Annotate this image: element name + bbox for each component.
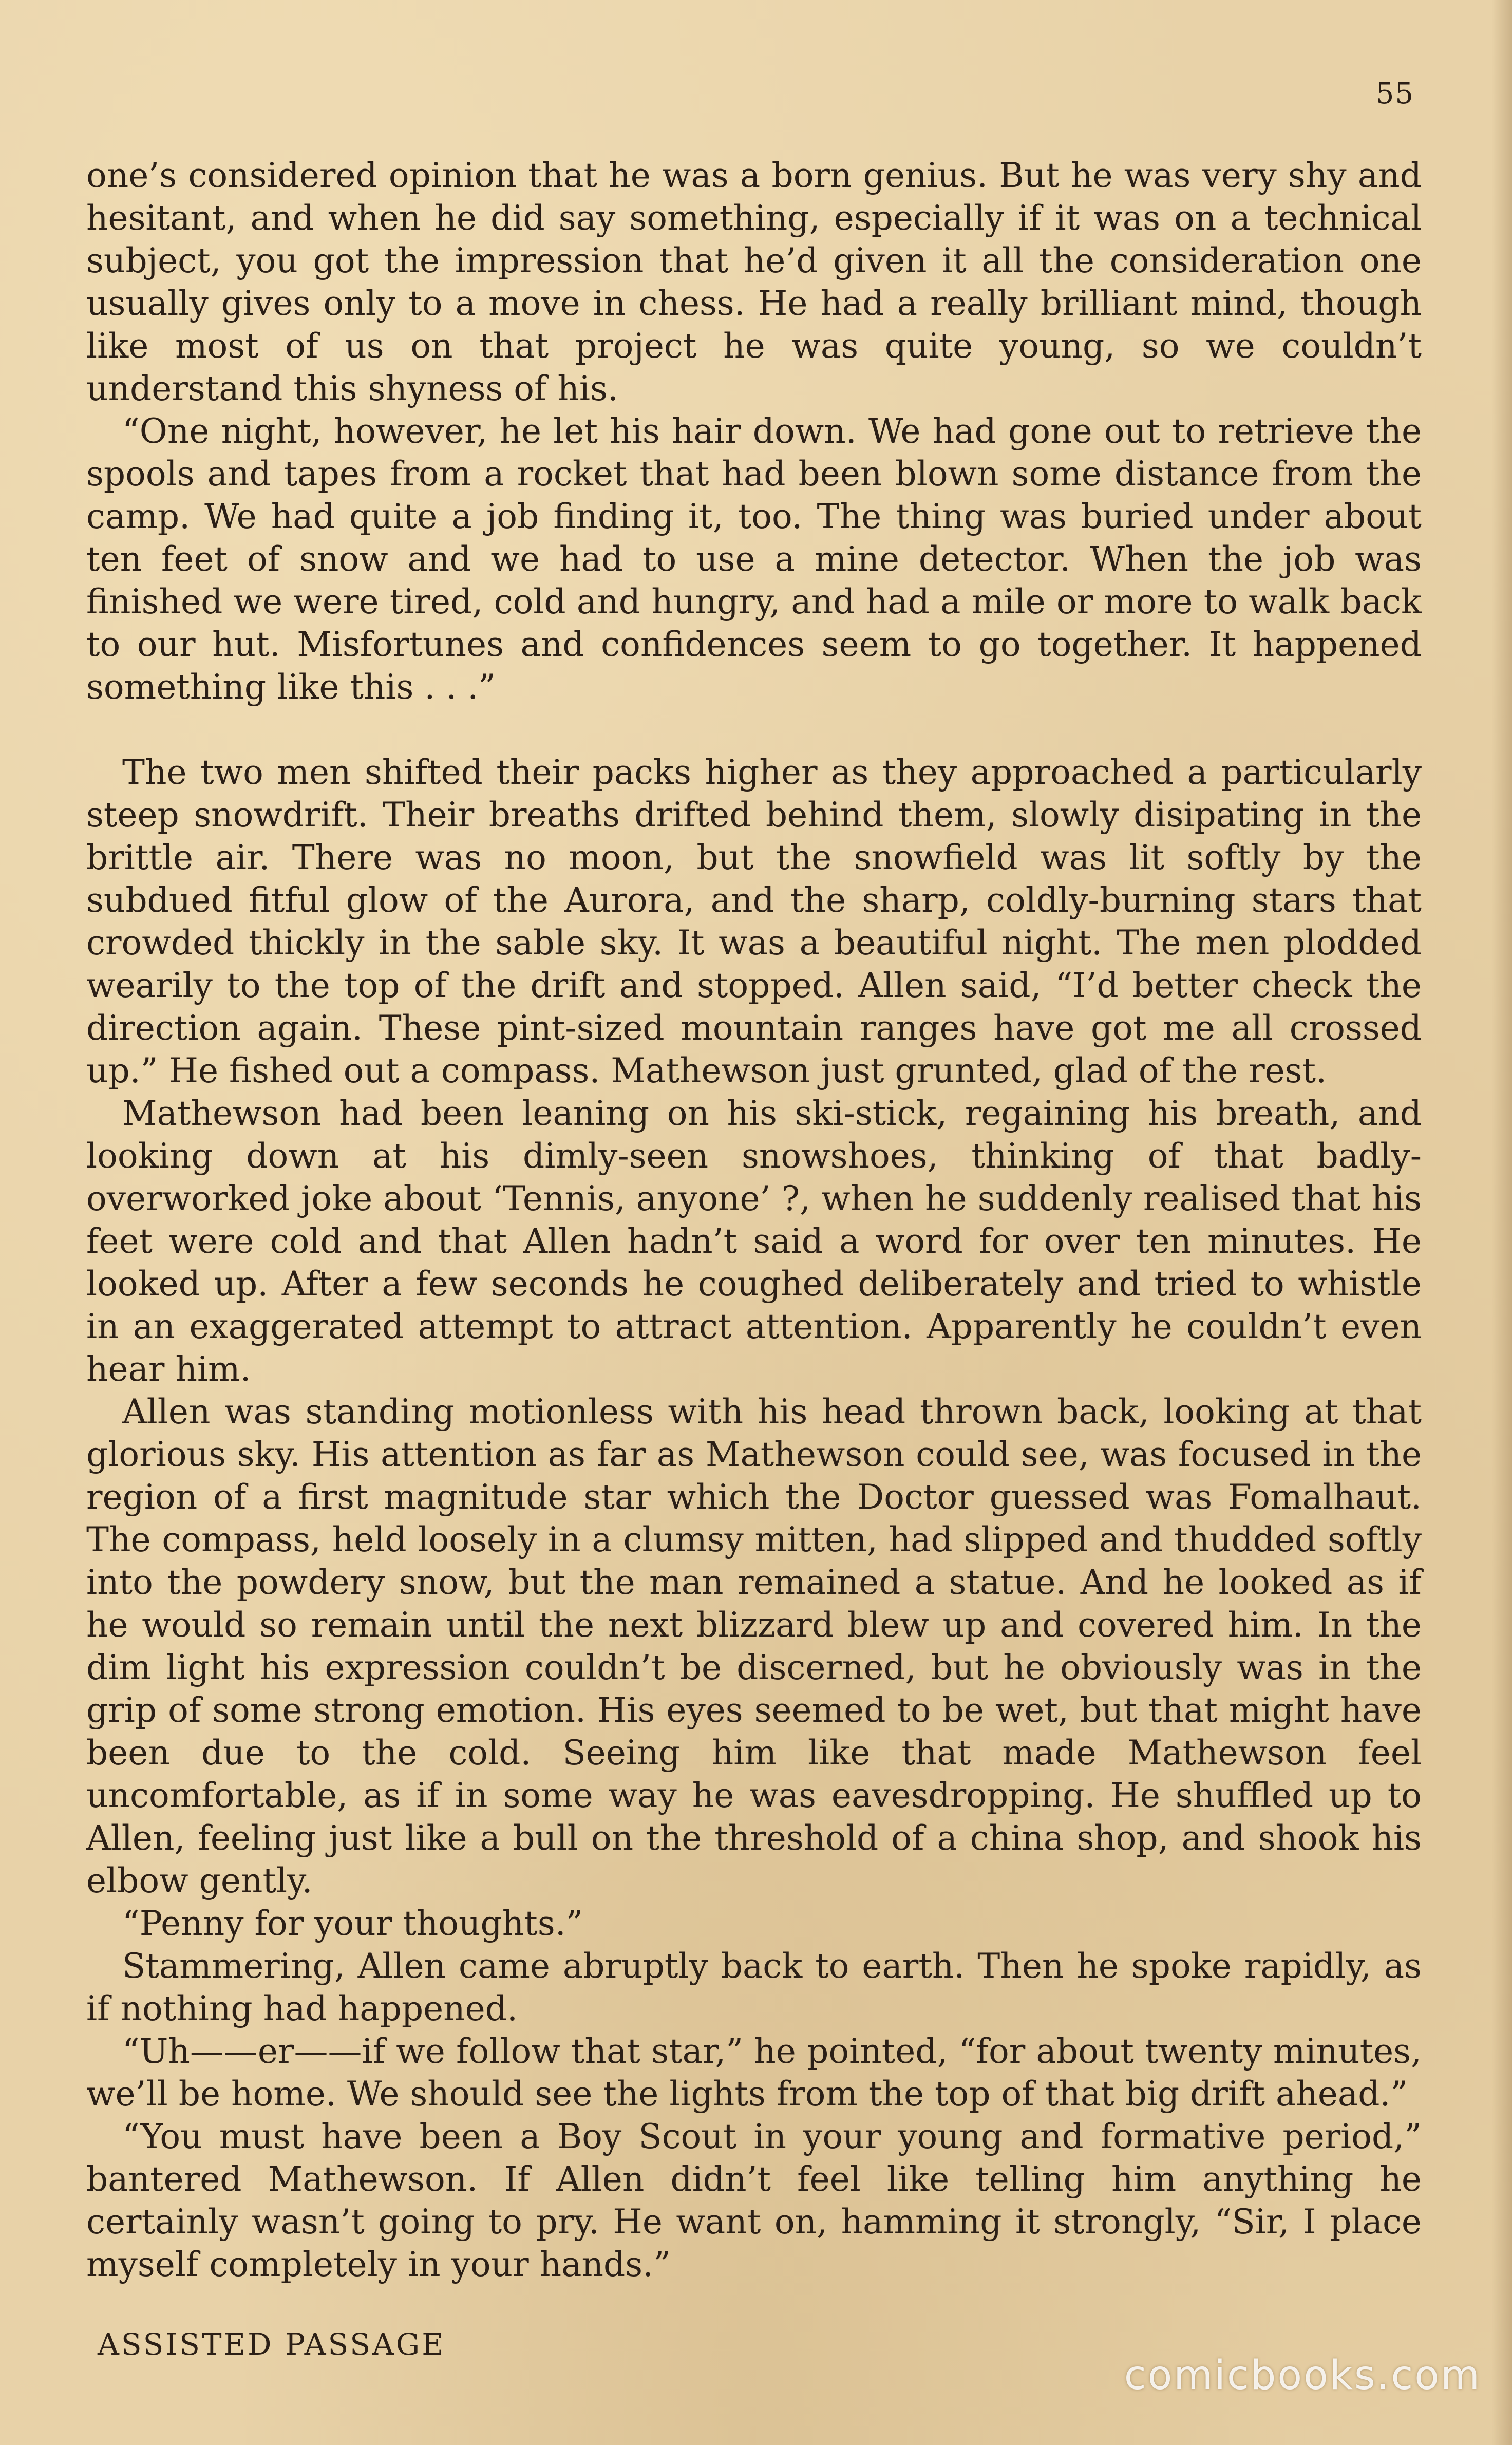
page-edge-shadow [1491, 0, 1512, 2445]
paragraph-4: Mathewson had been leaning on his ski-stick, regaining his breath, and looking down at his dimly-seen snowshoes, thinking of that badly-overworked joke about ‘Tennis, anyone’ ?, when he suddenly realised that his feet were cold and that Allen hadn’t said a word for over ten minutes. He looked up. After a few seconds he coughed deliberately and tried to whistle in an exaggerated attempt to attract attention. Apparently he couldn’t even hear him. [86, 1094, 1422, 1389]
paragraph-9: “You must have been a Boy Scout in your young and formative period,” bantered Mathewson. If Allen didn’t feel like telling him anything he certainly wasn’t going to pry. He want on, hamming it strongly, “Sir, I place myself completely in your hands.” [86, 2117, 1422, 2284]
paragraph-5: Allen was standing motionless with his head thrown back, looking at that glorious sky. His attention as far as Mathewson could see, was focused in the region of a first magnitude star which the Doctor guessed was Fomalhaut. The compass, held loosely in a clumsy mitten, had slipped and thudded softly into the powdery snow, but the man remained a statue. And he looked as if he would so remain until the next blizzard blew up and covered him. In the dim light his expression couldn’t be discerned, but he obviously was in the grip of some strong emotion. His eyes seemed to be wet, but that might have been due to the cold. Seeing him like that made Mathewson feel uncomfortable, as if in some way he was eavesdropping. He shuffled up to Allen, feeling just like a bull on the threshold of a china shop, and shook his elbow gently. [86, 1392, 1422, 1901]
watermark: comicbooks.com [1124, 2353, 1481, 2399]
paragraph-7: Stammering, Allen came abruptly back to earth. Then he spoke rapidly, as if nothing had happened. [86, 1946, 1422, 2028]
paragraph-8: “Uh——er——if we follow that star,” he pointed, “for about twenty minutes, we’ll be home. We should see the lights from the top of that big drift ahead.” [86, 2032, 1422, 2114]
running-footer-title: ASSISTED PASSAGE [98, 2327, 446, 2362]
body-text [86, 154, 1422, 2286]
paragraph-1: one’s considered opinion that he was a born genius. But he was very shy and hesitant, and when he did say something, especially if it was on a technical subject, you got the impression that he’d given it all the consideration one usually gives only to a move in chess. He had a really brilliant mind, though like most of us on that project he was quite young, so we couldn’t understand this shyness of his. [86, 156, 1422, 408]
paragraph-3: The two men shifted their packs higher as they approached a particularly steep snowdrift. Their breaths drifted behind them, slowly disipating in the brittle air. There was no moon, but the snowfield was lit softly by the subdued fitful glow of the Aurora, and the sharp, coldly-burning stars that crowded thickly in the sable sky. It was a beautiful night. The men plodded wearily to the top of the drift and stopped. Allen said, “I’d better check the direction again. These pint-sized mountain ranges have got me all crossed up.” He fished out a compass. Mathewson just grunted, glad of the rest. [86, 753, 1422, 1090]
paragraph-2: “One night, however, he let his hair down. We had gone out to retrieve the spools and tapes from a rocket that had been blown some distance from the camp. We had quite a job finding it, too. The thing was buried under about ten feet of snow and we had to use a mine detector. When the job was finished we were tired, cold and hungry, and had a mile or more to walk back to our hut. Misfortunes and confidences seem to go together. It happened something like this . . .” [86, 411, 1422, 707]
page-number: 55 [1375, 77, 1414, 110]
paragraph-6: “Penny for your thoughts.” [122, 1904, 583, 1943]
